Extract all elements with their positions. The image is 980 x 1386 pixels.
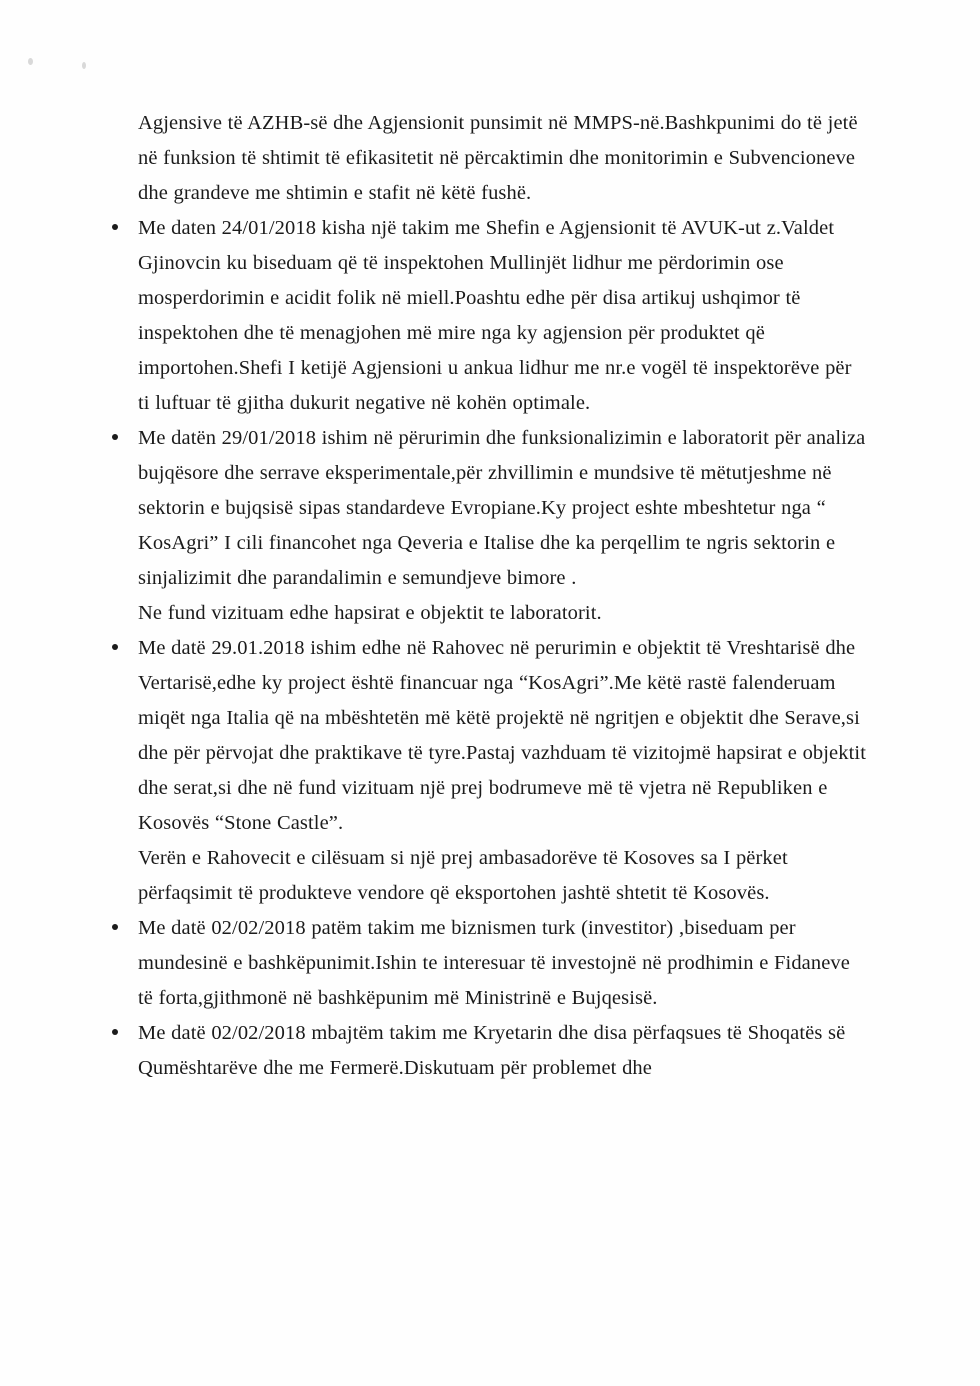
bullet-dairy-association-meeting [138, 1016, 868, 1086]
bullet-turkish-investor-meeting [138, 911, 868, 1016]
scan-artifact-speck [28, 58, 33, 65]
bullet-dot-icon [112, 224, 118, 230]
bullet-avuk-meeting-text: Me daten 24/01/2018 kisha një takim me Shefin e Agjensionit të AVUK-ut z.Valdet Gjinovcin ku biseduam që të inspektohen Mullinjët lidhur me përdorimin ose mosperdorimin e acidit folik në miell.Poashtu edhe për disa artikuj ushqimor të inspektohen dhe të menagjohen më mire nga ky agjension për produktet që importohen.Shefi I ketijë Agjensioni u ankua lidhur me nr.e vogël të inspektorëve për ti luftuar të gjitha dukurit negative në kohën optimale. [138, 217, 852, 414]
bullet-dairy-association-meeting-text: Me datë 02/02/2018 mbajtëm takim me Kryetarin dhe disa përfaqsues të Shoqatës së Qumështarëve dhe me Fermerë.Diskutuam për problemet dhe [138, 1022, 846, 1079]
bullet-dot-icon [112, 644, 118, 650]
document-body [138, 106, 868, 1086]
bullet-dot-icon [112, 434, 118, 440]
bullet-rahovec-continuation-text: Verën e Rahovecit e cilësuam si një prej ambasadorëve të Kosoves sa I përket përfaqsimit të produkteve vendore që eksportohen jashtë shtetit të Kosovës. [138, 847, 788, 904]
bullet-rahovec-visit-text: Me datë 29.01.2018 ishim edhe në Rahovec në perurimin e objektit të Vreshtarisë dhe Vertarisë,edhe ky project është financuar nga “KosAgri”.Me këtë rastë falenderuam miqët nga Italia që na mbështetën më këtë projektë në ngritjen e objektit dhe Serave,si dhe për përvojat dhe praktikave të tyre.Pastaj vazhduam të vizitojmë hapsirat e objektit dhe serat,si dhe në fund vizituam një prej bodrumeve më të vjetra në Republiken e Kosovës “Stone Castle”. [138, 637, 866, 834]
bullet-laboratory-inauguration [138, 421, 868, 631]
bullet-laboratory-continuation-text: Ne fund vizituam edhe hapsirat e objektit te laboratorit. [138, 602, 602, 624]
bullet-dot-icon [112, 924, 118, 930]
bullet-rahovec-visit [138, 631, 868, 911]
bullet-avuk-meeting [138, 211, 868, 421]
bullet-laboratory-inauguration-text: Me datën 29/01/2018 ishim në përurimin dhe funksionalizimin e laboratorit për analiza bujqësore dhe serrave eksperimentale,për zhvillimin e mundsive të mëtutjeshme në sektorin e bujqsisë sipas standardeve Evropiane.Ky project eshte mbeshtetur nga “ KosAgri” I cili financohet nga Qeveria e Italise dhe ka perqellim te ngris sektorin e sinjalizimit dhe parandalimin e semundjeve bimore . [138, 427, 866, 589]
intro-paragraph: Agjensive të AZHB-së dhe Agjensionit punsimit në MMPS-në.Bashkpunimi do të jetë në funksion të shtimit të efikasitetit në përcaktimin dhe monitorimin e Subvencioneve dhe grandeve me shtimin e stafit në këtë fushë. [138, 112, 858, 204]
bullet-dot-icon [112, 1029, 118, 1035]
bullet-turkish-investor-meeting-text: Me datë 02/02/2018 patëm takim me biznismen turk (investitor) ,biseduam per mundesinë e bashkëpunimit.Ishin te interesuar të investojnë në prodhimin e Fidaneve të forta,gjithmonë në bashkëpunim më Ministrinë e Bujqesisë. [138, 917, 850, 1009]
scan-artifact-speck [82, 62, 86, 69]
